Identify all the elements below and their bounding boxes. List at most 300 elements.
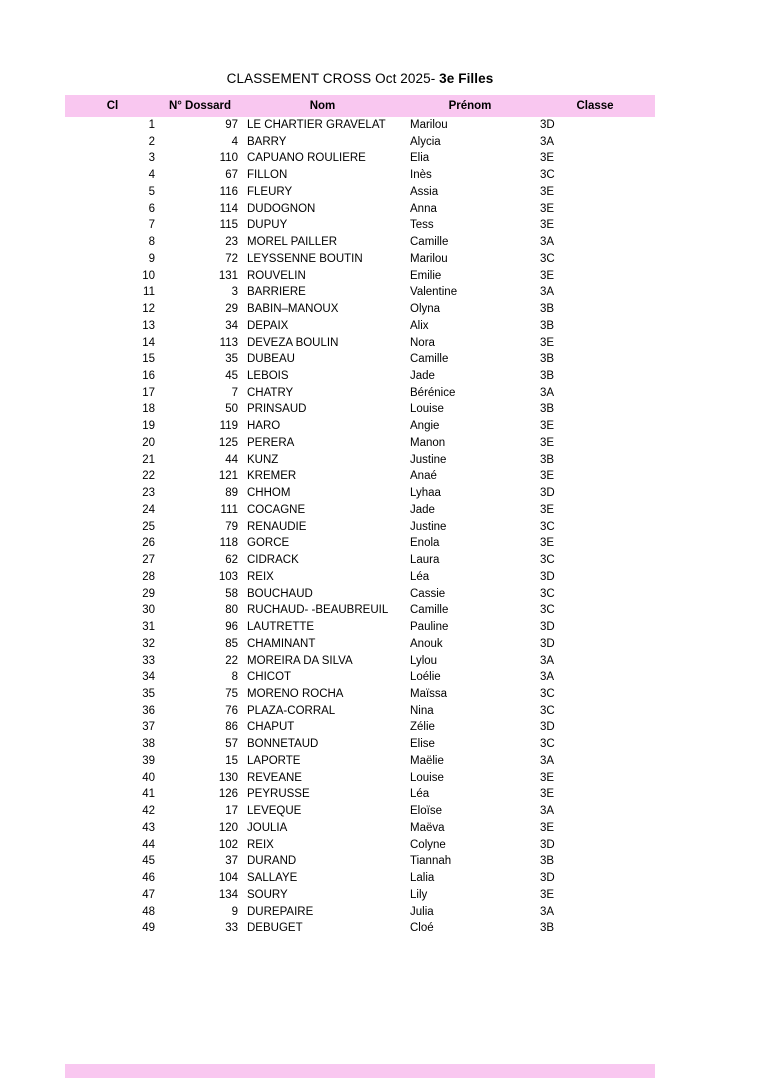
cell-dossard: 110 [219,152,238,165]
table-row [65,820,655,837]
cell-prenom: Marilou [410,252,448,265]
column-header-nom: Nom [240,95,405,117]
cell-prenom: Loélie [410,671,441,684]
cell-dossard: 85 [225,637,238,650]
table-row [65,803,655,820]
cell-prenom: Maëva [410,821,445,834]
next-page-header-strip [65,1064,655,1078]
cell-rank: 6 [148,202,155,215]
cell-classe: 3E [540,470,555,483]
cell-rank: 25 [142,520,155,533]
cell-rank: 19 [142,420,155,433]
cell-rank: 14 [142,336,155,349]
cell-rank: 18 [142,403,155,416]
cell-classe: 3B [540,453,555,466]
table-row [65,134,655,151]
cell-rank: 26 [142,537,155,550]
cell-nom: DUREPAIRE [247,905,314,918]
table-row [65,653,655,670]
cell-dossard: 80 [225,604,238,617]
cell-prenom: Alix [410,319,429,332]
cell-nom: KUNZ [247,453,279,466]
table-row [65,418,655,435]
cell-nom: PERERA [247,436,295,449]
cell-classe: 3C [540,687,555,700]
cell-rank: 36 [142,704,155,717]
cell-prenom: Léa [410,788,430,801]
cell-prenom: Emilie [410,269,442,282]
table-row [65,385,655,402]
cell-prenom: Jade [410,370,435,383]
column-header-cl: Cl [65,95,160,117]
cell-rank: 9 [148,252,155,265]
cell-classe: 3C [540,520,555,533]
cell-rank: 44 [142,838,155,851]
table-row [65,686,655,703]
cell-classe: 3E [540,202,555,215]
cell-classe: 3A [540,805,555,818]
cell-prenom: Anouk [410,637,443,650]
cell-dossard: 45 [225,370,238,383]
table-row [65,920,655,937]
cell-rank: 38 [142,738,155,751]
classement-table [65,95,655,937]
cell-classe: 3A [540,654,555,667]
cell-dossard: 89 [225,487,238,500]
table-row [65,535,655,552]
cell-rank: 33 [142,654,155,667]
cell-nom: COCAGNE [247,503,306,516]
cell-prenom: Maïssa [410,687,448,700]
cell-prenom: Léa [410,570,430,583]
cell-dossard: 130 [218,771,238,784]
cell-rank: 43 [142,821,155,834]
cell-classe: 3A [540,236,555,249]
cell-dossard: 113 [219,336,238,349]
column-header-classe: Classe [535,95,655,117]
cell-prenom: Angie [410,420,440,433]
cell-dossard: 118 [219,537,238,550]
table-body [65,117,655,937]
cell-rank: 23 [142,487,155,500]
cell-rank: 12 [142,303,155,316]
cell-classe: 3E [540,336,555,349]
table-row [65,117,655,134]
table-row [65,268,655,285]
cell-dossard: 103 [218,570,238,583]
page-title [65,71,655,86]
cell-rank: 8 [148,236,155,249]
cell-rank: 35 [142,687,155,700]
cell-prenom: Lylou [410,654,438,667]
cell-nom: DUPUY [247,219,288,232]
cell-prenom: Assia [410,185,439,198]
cell-prenom: Laura [410,554,440,567]
cell-dossard: 75 [225,687,238,700]
table-row [65,669,655,686]
table-row [65,251,655,268]
cell-classe: 3A [540,386,555,399]
table-row [65,468,655,485]
cell-classe: 3B [540,403,555,416]
cell-dossard: 57 [225,738,238,751]
cell-classe: 3C [540,169,555,182]
cell-prenom: Louise [410,403,444,416]
cell-classe: 3B [540,370,555,383]
cell-classe: 3D [540,621,555,634]
cell-prenom: Colyne [410,838,446,851]
cell-nom: BARRY [247,135,287,148]
cell-rank: 24 [142,503,155,516]
table-row [65,452,655,469]
table-row [65,552,655,569]
cell-dossard: 37 [225,855,238,868]
cell-rank: 5 [148,185,155,198]
cell-rank: 27 [142,554,155,567]
cell-rank: 47 [142,888,155,901]
cell-dossard: 111 [220,503,238,516]
cell-nom: DURAND [247,855,297,868]
cell-dossard: 58 [225,587,238,600]
table-row [65,184,655,201]
cell-prenom: Manon [410,436,446,449]
cell-rank: 30 [142,604,155,617]
cell-prenom: Bérénice [410,386,456,399]
cell-rank: 29 [142,587,155,600]
cell-nom: CHHOM [247,487,291,500]
cell-nom: BARRIERE [247,286,306,299]
cell-nom: DUBEAU [247,353,295,366]
cell-prenom: Valentine [410,286,458,299]
cell-classe: 3E [540,788,555,801]
cell-classe: 3A [540,754,555,767]
cell-nom: KREMER [247,470,297,483]
cell-nom: REIX [247,838,274,851]
cell-nom: LEYSSENNE BOUTIN [247,252,363,265]
table-row [65,519,655,536]
cell-prenom: Lyhaa [410,487,441,500]
column-header-dossard: N° Dossard [160,95,240,117]
table-row [65,401,655,418]
cell-prenom: Elia [410,152,430,165]
table-row [65,318,655,335]
table-row [65,485,655,502]
cell-dossard: 8 [231,671,238,684]
cell-rank: 37 [142,721,155,734]
cell-nom: RENAUDIE [247,520,307,533]
cell-rank: 42 [142,805,155,818]
cell-classe: 3E [540,503,555,516]
page-title-bold: 3e Filles [439,71,494,86]
cell-classe: 3D [540,119,555,131]
cell-classe: 3C [540,587,555,600]
table-row [65,703,655,720]
cell-rank: 46 [142,872,155,885]
table-row [65,335,655,352]
table-row [65,904,655,921]
cell-classe: 3C [540,738,555,751]
cell-rank: 22 [142,470,155,483]
table-row [65,569,655,586]
cell-rank: 17 [142,386,155,399]
cell-rank: 41 [142,788,155,801]
cell-dossard: 34 [225,319,238,332]
table-row [65,719,655,736]
cell-nom: CHICOT [247,671,292,684]
cell-nom: CAPUANO ROULIERE [247,152,366,165]
table-row [65,887,655,904]
cell-nom: LAUTRETTE [247,621,315,634]
cell-nom: PEYRUSSE [247,788,310,801]
cell-rank: 32 [142,637,155,650]
cell-classe: 3E [540,185,555,198]
cell-dossard: 134 [218,888,238,901]
table-row [65,636,655,653]
cell-dossard: 86 [225,721,238,734]
cell-dossard: 67 [225,169,238,182]
cell-nom: CHATRY [247,386,294,399]
cell-rank: 48 [142,905,155,918]
cell-nom: DEBUGET [247,922,303,935]
table-row [65,301,655,318]
cell-nom: DEVEZA BOULIN [247,336,339,349]
cell-dossard: 44 [225,453,238,466]
cell-dossard: 76 [225,704,238,717]
cell-prenom: Zélie [410,721,435,734]
table-header-row [65,95,655,117]
cell-prenom: Lily [410,888,428,901]
cell-dossard: 4 [231,135,238,148]
cell-nom: RUCHAUD- -BEAUBREUIL [247,604,389,617]
cell-nom: LEVEQUE [247,805,302,818]
cell-prenom: Cassie [410,587,446,600]
cell-prenom: Olyna [410,303,441,316]
cell-dossard: 97 [225,119,238,131]
cell-dossard: 23 [225,236,238,249]
cell-classe: 3D [540,838,555,851]
cell-classe: 3A [540,671,555,684]
cell-dossard: 116 [219,185,238,198]
cell-dossard: 119 [219,420,238,433]
cell-prenom: Justine [410,520,447,533]
table-row [65,837,655,854]
table-row [65,853,655,870]
cell-prenom: Justine [410,453,447,466]
cell-dossard: 33 [225,922,238,935]
cell-nom: REIX [247,570,274,583]
cell-nom: DUDOGNON [247,202,316,215]
cell-rank: 3 [148,152,155,165]
table-row [65,602,655,619]
cell-prenom: Tiannah [410,855,452,868]
cell-nom: HARO [247,420,281,433]
cell-prenom: Anaé [410,470,437,483]
cell-classe: 3C [540,704,555,717]
cell-prenom: Camille [410,604,449,617]
cell-classe: 3E [540,420,555,433]
cell-dossard: 126 [218,788,238,801]
cell-classe: 3B [540,353,555,366]
cell-classe: 3D [540,637,555,650]
cell-prenom: Nina [410,704,434,717]
cell-dossard: 15 [225,754,238,767]
cell-dossard: 35 [225,353,238,366]
cell-rank: 31 [142,621,155,634]
table-row [65,736,655,753]
cell-rank: 1 [148,119,155,131]
cell-dossard: 104 [218,872,238,885]
cell-rank: 21 [142,453,155,466]
cell-dossard: 120 [218,821,238,834]
cell-dossard: 29 [225,303,238,316]
cell-nom: PLAZA-CORRAL [247,704,336,717]
cell-dossard: 7 [231,386,238,399]
cell-classe: 3D [540,487,555,500]
table-row [65,502,655,519]
cell-prenom: Anna [410,202,437,215]
table-row [65,870,655,887]
cell-prenom: Elise [410,738,435,751]
cell-nom: MOREL PAILLER [247,236,338,249]
table-row [65,368,655,385]
cell-nom: CHAMINANT [247,637,316,650]
column-header-prenom: Prénom [405,95,535,117]
cell-dossard: 125 [218,436,238,449]
cell-prenom: Julia [410,905,434,918]
cell-nom: DEPAIX [247,319,289,332]
cell-prenom: Nora [410,336,435,349]
cell-dossard: 96 [225,621,238,634]
cell-classe: 3E [540,219,555,232]
cell-classe: 3E [540,152,555,165]
cell-rank: 28 [142,570,155,583]
cell-nom: SOURY [247,888,288,901]
cell-nom: ROUVELIN [247,269,306,282]
cell-prenom: Lalia [410,872,435,885]
cell-classe: 3D [540,721,555,734]
cell-dossard: 50 [225,403,238,416]
cell-classe: 3E [540,821,555,834]
cell-nom: LEBOIS [247,370,289,383]
cell-rank: 13 [142,319,155,332]
cell-nom: BONNETAUD [247,738,319,751]
cell-dossard: 121 [218,470,238,483]
cell-nom: BOUCHAUD [247,587,313,600]
cell-classe: 3E [540,269,555,282]
cell-prenom: Camille [410,353,449,366]
cell-classe: 3E [540,771,555,784]
cell-classe: 3D [540,872,555,885]
cell-rank: 34 [142,671,155,684]
cell-rank: 2 [148,135,155,148]
cell-dossard: 62 [225,554,238,567]
cell-prenom: Louise [410,771,444,784]
cell-rank: 16 [142,370,155,383]
cell-prenom: Maëlie [410,754,444,767]
cell-classe: 3B [540,855,555,868]
cell-nom: FLEURY [247,185,293,198]
cell-dossard: 9 [231,905,238,918]
table-row [65,217,655,234]
cell-nom: REVEANE [247,771,302,784]
table-row [65,586,655,603]
cell-nom: GORCE [247,537,290,550]
cell-rank: 7 [148,219,155,232]
cell-classe: 3D [540,570,555,583]
cell-rank: 39 [142,754,155,767]
cell-prenom: Tess [410,219,434,232]
cell-classe: 3B [540,319,555,332]
table-row [65,150,655,167]
cell-classe: 3E [540,537,555,550]
table-row [65,234,655,251]
cell-rank: 4 [148,169,155,182]
cell-dossard: 17 [225,805,238,818]
cell-nom: CIDRACK [247,554,299,567]
cell-prenom: Eloïse [410,805,442,818]
cell-classe: 3E [540,436,555,449]
cell-dossard: 3 [231,286,238,299]
cell-dossard: 79 [225,520,238,533]
cell-nom: MORENO ROCHA [247,687,344,700]
cell-rank: 15 [142,353,155,366]
cell-classe: 3C [540,554,555,567]
cell-nom: SALLAYE [247,872,298,885]
table-row [65,786,655,803]
table-row [65,201,655,218]
cell-nom: LE CHARTIER GRAVELAT [247,119,386,131]
cell-classe: 3A [540,905,555,918]
cell-nom: CHAPUT [247,721,295,734]
cell-classe: 3A [540,135,555,148]
cell-dossard: 102 [218,838,238,851]
table-row [65,770,655,787]
cell-nom: MOREIRA DA SILVA [247,654,353,667]
cell-prenom: Enola [410,537,440,550]
cell-prenom: Cloé [410,922,434,935]
cell-rank: 45 [142,855,155,868]
cell-rank: 11 [143,286,155,299]
table-row [65,167,655,184]
cell-prenom: Inès [410,169,432,182]
table-row [65,435,655,452]
cell-rank: 10 [142,269,155,282]
cell-classe: 3A [540,286,555,299]
cell-rank: 40 [142,771,155,784]
cell-prenom: Camille [410,236,449,249]
table-row [65,753,655,770]
cell-nom: PRINSAUD [247,403,307,416]
cell-prenom: Marilou [410,119,448,131]
cell-nom: BABIN–MANOUX [247,303,339,316]
cell-dossard: 72 [225,252,238,265]
cell-classe: 3B [540,922,555,935]
cell-classe: 3C [540,252,555,265]
cell-dossard: 22 [225,654,238,667]
cell-dossard: 131 [218,269,238,282]
cell-nom: LAPORTE [247,754,301,767]
table-row [65,284,655,301]
cell-dossard: 115 [219,219,238,232]
page-title-regular: CLASSEMENT CROSS Oct 2025- [226,71,436,86]
cell-rank: 20 [142,436,155,449]
cell-prenom: Jade [410,503,435,516]
table-row [65,619,655,636]
cell-rank: 49 [142,922,155,935]
cell-nom: JOULIA [247,821,288,834]
cell-nom: FILLON [247,169,288,182]
cell-prenom: Alycia [410,135,441,148]
